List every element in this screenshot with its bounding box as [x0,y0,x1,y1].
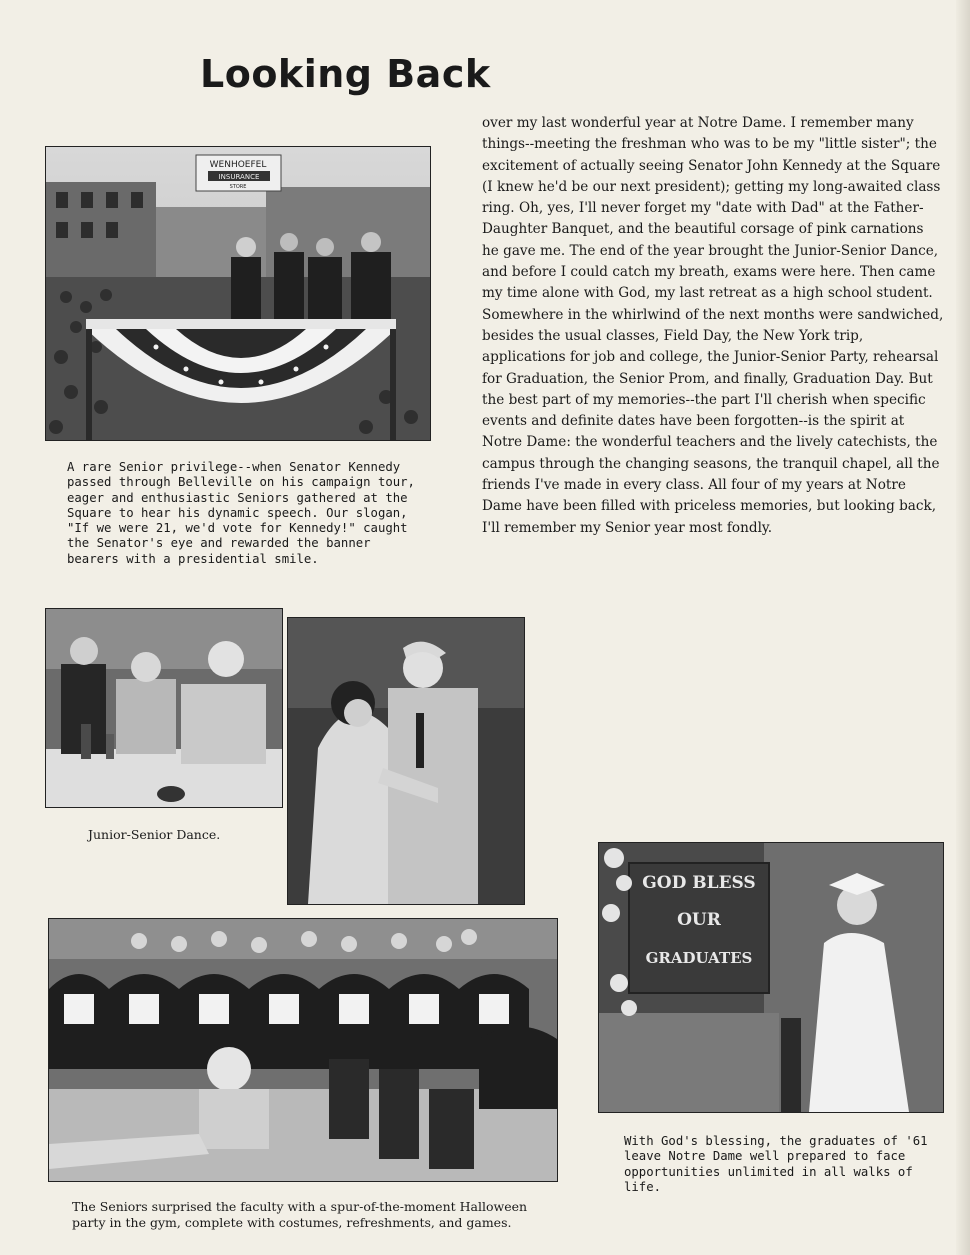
kennedy-caption: A rare Senior privilege--when Senator Kennedy passed through Belleville on his campaign tour, eager and enthusiastic Seniors gathered at the Square to hear his dynamic speech. Our slogan, "If we were 21, we'd vote for Kennedy!" caught the Senator's eye and rewarded the banner bearers with a presidential smile. [67,460,415,566]
page-title: Looking Back [200,52,491,96]
kennedy-rally-photo [45,146,431,441]
halloween-party-photo [48,918,558,1182]
graduates-caption: With God's blessing, the graduates of '61 leave Notre Dame well prepared to face opportunities unlimited in all walks of life. [624,1134,928,1194]
dance-caption: Junior-Senior Dance. [88,827,221,842]
store-sign-mid: INSURANCE [218,173,260,181]
body-text: over my last wonderful year at Notre Dame. I remember many things--meeting the freshman who was to be my "little sister"; the excitement of actually seeing Senator John Kennedy at the Square (I knew he'd be our next president); getting my long-awaited class ring. Oh, yes, I'll never forget my "date with Dad" at the Father-Daughter Banquet, and the beautiful corsage of pink carnations he gave me. The end of the year brought the Junior-Senior Dance, and before I could catch my breath, exams were here. Then came my time alone with God, my last retreat as a high school student. Somewhere in the whirlwind of the next months were sandwiched, besides the usual classes, Field Day, the New York trip, applications for job and college, the Junior-Senior Party, rehearsal for Graduation, the Senior Prom, and finally, Graduation Day. But the best part of my memories--the part I'll cherish when specific events and definite dates have been forgotten--is the spirit at Notre Dame: the wonderful teachers and the lively catechists, the campus through the changing seasons, the tranquil chapel, all the friends I've made in every class. All four of my years at Notre Dame have been filled with priceless memories, but looking back, I'll remember my Senior year most fondly. [482,115,944,536]
graduate-photo [598,842,944,1113]
banner-line-1: GOD BLESS [642,873,756,893]
banner-line-3: GRADUATES [645,949,753,967]
dancing-couple-photo [287,617,525,905]
store-sign-top: WENHOEFEL [209,160,267,170]
dance-table-photo [45,608,283,808]
halloween-caption: The Seniors surprised the faculty with a spur-of-the-moment Halloween party in the gym, complete with costumes, refreshments, and games. [72,1199,528,1230]
banner-line-2: OUR [677,910,721,930]
store-sign-bottom: STORE [229,184,247,190]
page-edge [956,0,970,1255]
